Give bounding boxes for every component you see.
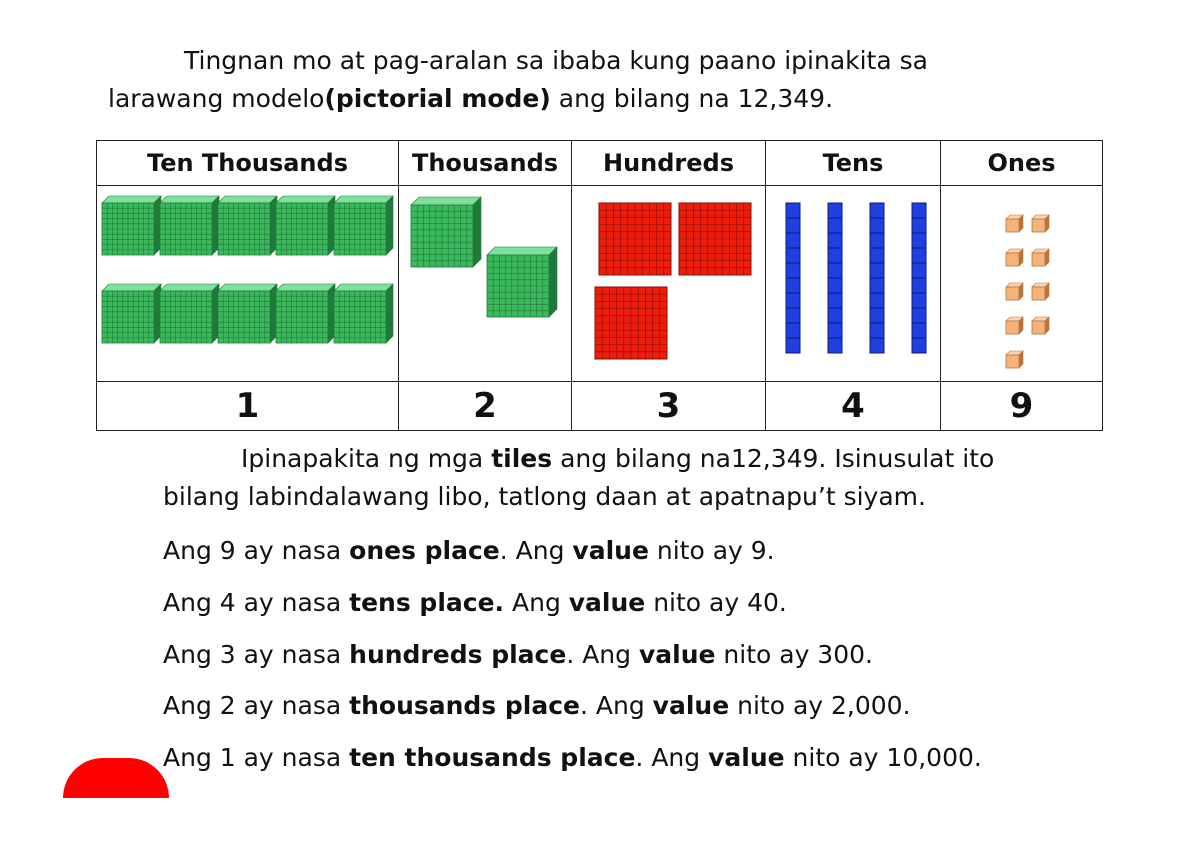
fact-hundreds	[163, 640, 873, 669]
thousands-blocks	[399, 186, 572, 381]
ten-thousand-cube-top	[276, 196, 335, 203]
fact-text: Ang 9 ay nasa	[163, 536, 350, 565]
hundreds-blocks	[572, 186, 766, 381]
thousand-cube-side	[549, 247, 557, 317]
one-cube-front	[1032, 253, 1045, 266]
description-line-1-end: ang bilang na12,349. Isinusulat ito	[552, 444, 995, 473]
header-tens: Tens	[766, 141, 941, 186]
fact-tens	[163, 588, 787, 617]
fact-text: nito ay 300.	[715, 640, 873, 669]
tens-blocks	[766, 186, 941, 381]
digit-thousands: 2	[399, 381, 572, 430]
intro-line-2-end: ang bilang na 12,349.	[550, 84, 834, 113]
header-ones: Ones	[941, 141, 1103, 186]
tens-rods-icon	[768, 191, 938, 376]
fact-text: . Ang	[499, 536, 573, 565]
one-cube-front	[1006, 321, 1019, 334]
fact-text: nito ay 40.	[645, 588, 787, 617]
fact-text: . Ang	[580, 691, 653, 720]
ten-thousands-blocks	[97, 186, 399, 381]
intro-line-2-text: larawang modelo	[108, 84, 325, 113]
ten-thousand-cube-top	[160, 196, 219, 203]
thousand-cube-top	[487, 247, 557, 255]
ten-thousand-cube-top	[102, 196, 161, 203]
ones-cubes-icon	[944, 191, 1100, 376]
header-ten-thousands: Ten Thousands	[97, 141, 399, 186]
fact-value-word: value	[708, 743, 785, 772]
digit-tens: 4	[766, 381, 941, 430]
digit-ten-thousands: 1	[97, 381, 399, 430]
ten-thousand-cube-top	[334, 284, 393, 291]
one-cube-front	[1032, 287, 1045, 300]
fact-text: . Ang	[566, 640, 639, 669]
one-cube-front	[1006, 253, 1019, 266]
place-value-table	[96, 140, 1103, 431]
picture-row	[97, 186, 1103, 381]
ten-thousand-cube-top	[160, 284, 219, 291]
description-line-2: bilang labindalawang libo, tatlong daan at apatnapu’t siyam.	[163, 482, 926, 511]
fact-text: Ang 3 ay nasa	[163, 640, 350, 669]
fact-ones	[163, 536, 775, 565]
thousand-cube-side	[473, 197, 481, 267]
one-cube-front	[1032, 321, 1045, 334]
tiles-term: tiles	[491, 444, 553, 473]
intro-paragraph	[108, 42, 1068, 118]
ten-thousand-cube-top	[218, 196, 277, 203]
digit-row	[97, 381, 1103, 430]
fact-text: nito ay 10,000.	[784, 743, 982, 772]
fact-text: Ang	[504, 588, 569, 617]
intro-line-1: Tingnan mo at pag-aralan sa ibaba kung paano ipinakita sa	[184, 46, 928, 75]
fact-place: thousands place	[349, 691, 580, 720]
intro-line-2	[108, 80, 1068, 118]
ten-thousand-cube-side	[386, 284, 393, 343]
ten-thousands-cubes-icon	[100, 191, 396, 376]
header-hundreds: Hundreds	[572, 141, 766, 186]
fact-thousands	[163, 691, 911, 720]
thousand-cube-top	[411, 197, 481, 205]
fact-text: Ang 4 ay nasa	[163, 588, 350, 617]
fact-text: . Ang	[635, 743, 709, 772]
fact-ten-thousands	[163, 743, 982, 772]
ten-thousand-cube-side	[386, 196, 393, 255]
ten-thousand-cube-top	[334, 196, 393, 203]
fact-place: hundreds place	[349, 640, 567, 669]
thousands-cubes-icon	[401, 191, 569, 376]
header-thousands: Thousands	[399, 141, 572, 186]
ten-thousand-cube-top	[218, 284, 277, 291]
digit-hundreds: 3	[572, 381, 766, 430]
pictorial-mode-term: (pictorial mode)	[324, 84, 551, 113]
description-line-1	[163, 440, 994, 478]
fact-text: Ang 1 ay nasa	[163, 743, 350, 772]
description-paragraph	[163, 440, 994, 516]
hundreds-flats-icon	[575, 191, 763, 376]
fact-value-word: value	[572, 536, 649, 565]
fact-value-word: value	[638, 640, 716, 669]
one-cube-front	[1032, 219, 1045, 232]
fact-text: nito ay 2,000.	[729, 691, 911, 720]
red-semicircle-shape	[63, 758, 169, 798]
fact-place: ones place	[349, 536, 500, 565]
ten-thousand-cube-top	[102, 284, 161, 291]
ones-blocks	[941, 186, 1103, 381]
fact-text: nito ay 9.	[648, 536, 775, 565]
digit-ones: 9	[941, 381, 1103, 430]
ten-thousand-cube-top	[276, 284, 335, 291]
fact-place: tens place.	[349, 588, 505, 617]
fact-text: Ang 2 ay nasa	[163, 691, 350, 720]
fact-place: ten thousands place	[349, 743, 636, 772]
one-cube-front	[1006, 219, 1019, 232]
fact-value-word: value	[652, 691, 730, 720]
one-cube-front	[1006, 355, 1019, 368]
description-line-1-text: Ipinapakita ng mga	[241, 444, 492, 473]
one-cube-front	[1006, 287, 1019, 300]
header-row	[97, 141, 1103, 186]
fact-value-word: value	[568, 588, 646, 617]
